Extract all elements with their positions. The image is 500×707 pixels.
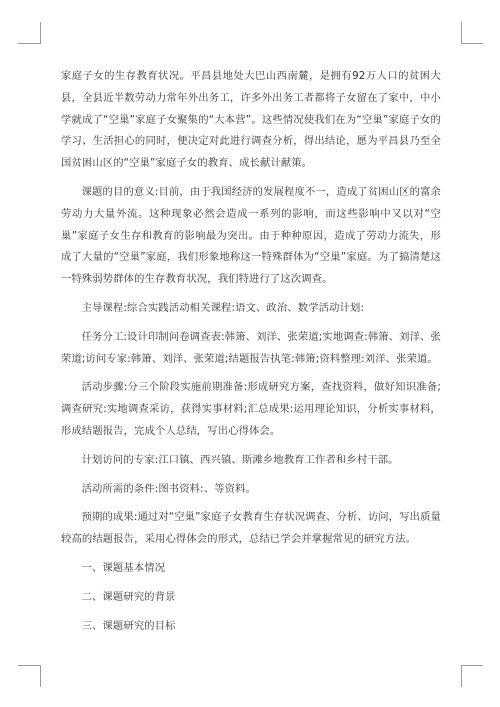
crop-mark-top-left [18, 43, 40, 44]
paragraph-task-division: 任务分工:设计印制问卷调查表:韩箫、刘洋、张荣道;实地调查:韩箫、刘洋、张荣道;访问专家:韩箫、刘洋、张荣道;结题报告执笔:韩箫;资料整理:刘洋、张荣道。 [61, 330, 441, 365]
paragraph-expected-results: 预期的成果:通过对“空巢”家庭子女教育生存状况调查、分析、访问，写出质量较高的结题报告，采用心得体会的形式，总结已学会并掌握常见的研究方法。 [61, 511, 441, 546]
crop-mark-top-right [461, 43, 483, 44]
paragraph-conditions: 活动所需的条件:图书资料:、等资料。 [81, 482, 256, 495]
paragraph-experts: 计划访问的专家:江口镇、西兴镇、斯滩乡地教育工作者和乡村干部。 [81, 453, 399, 466]
crop-mark-bottom-right [461, 665, 483, 666]
paragraph-activity-steps: 活动步骤:分三个阶段实施前期准备:形成研究方案，查找资料，做好知识准备;调查研究:实地调查采访，获得实事材料;汇总成果:运用理论知识，分析实事材料，形成结题报告，完成个人总结，写出心得体会。 [61, 381, 441, 437]
section-heading-basic-info: 一、课题基本情况 [81, 561, 166, 574]
section-heading-background: 二、课题研究的背景 [81, 590, 176, 603]
document-body [61, 66, 441, 644]
crop-mark-top-right [461, 22, 462, 44]
paragraph-purpose: 课题的目的意义:目前，由于我国经济的发展程度不一，造成了贫困山区的富余劳动力大量外流。这种现象必然会造成一系列的影响，而这些影响中又以对“空巢”家庭子女生存和教育的影响最为突出。由于种种原因，造成了劳动力流失，形成了大量的“空巢”家庭，我们形象地称这一特殊群体为“空巢”家庭。为了搞清楚这一特殊弱势群体的生存教育状况，我们特进行了这次调查。 [61, 185, 441, 286]
paragraph-intro-continuation: 家庭子女的生存教育状况。平昌县地处大巴山西南麓，是拥有92万人口的贫困大县，全县近半数劳动力常年外出务工，许多外出务工者都将子女留在了家中，中小学就成了“空巢”家庭子女聚集的“大本营”。这些情况使我们在为“空巢”家庭子女的学习、生活担心的同时，便决定对此进行调查分析，得出结论，愿为平昌县乃至全国贫困山区的“空巢”家庭子女的教育、成长献计献策。 [61, 70, 441, 170]
crop-mark-top-left [40, 22, 41, 44]
section-heading-goals: 三、课题研究的目标 [81, 619, 176, 632]
crop-mark-bottom-left [40, 665, 41, 687]
crop-mark-bottom-right [461, 665, 462, 687]
crop-mark-bottom-left [18, 665, 40, 666]
paragraph-main-course: 主导课程:综合实践活动相关课程:语文、政治、数学活动计划: [81, 301, 365, 314]
